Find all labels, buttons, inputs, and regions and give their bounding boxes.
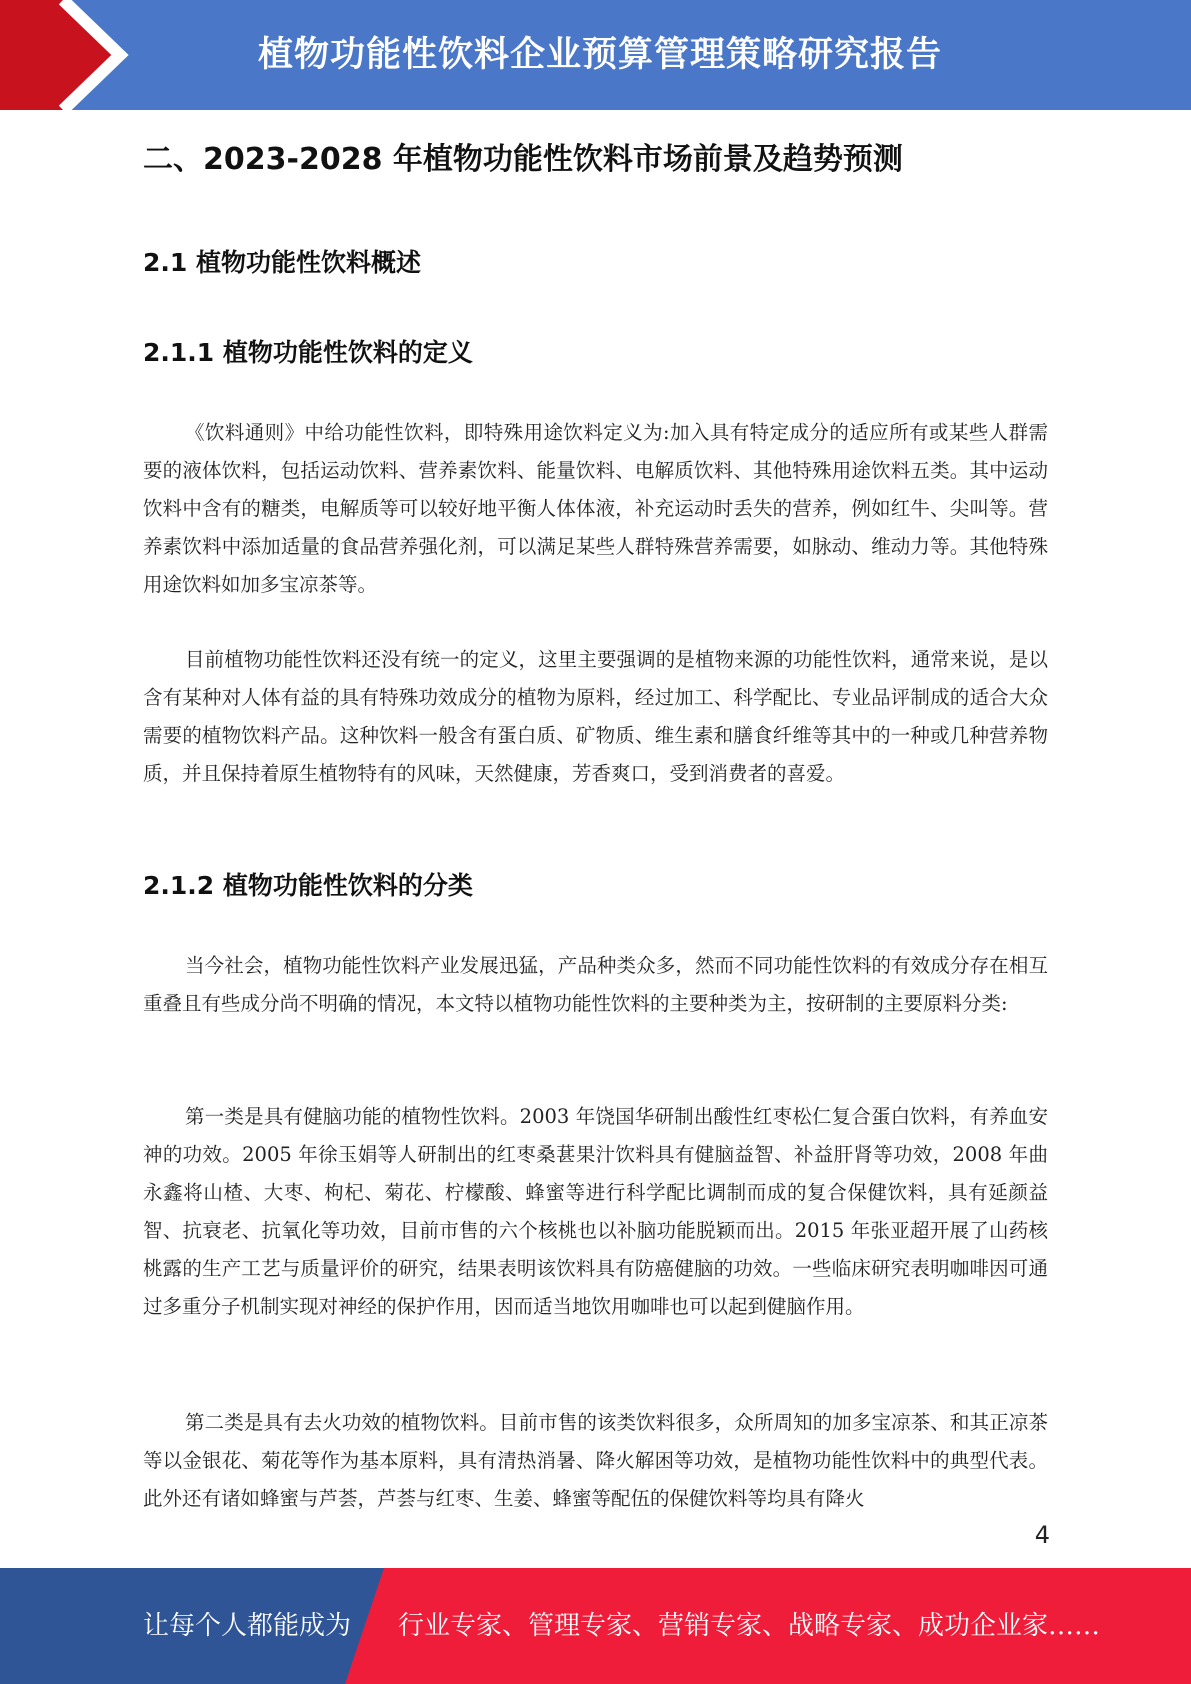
subsection-heading-2-1-1: 2.1.1 植物功能性饮料的定义 xyxy=(143,338,473,367)
footer-slogan-left: 让每个人都能成为 xyxy=(143,1611,352,1641)
footer-banner xyxy=(0,1568,1191,1684)
section-heading-2-1: 2.1 植物功能性饮料概述 xyxy=(143,248,421,277)
paragraph-definition-1: 《饮料通则》中给功能性饮料，即特殊用途饮料定义为:加入具有特定成分的适应所有或某些人群需要的液体饮料，包括运动饮料、营养素饮料、能量饮料、电解质饮料、其他特殊用途饮料五类。其中运动饮料中含有的糖类，电解质等可以较好地平衡人体体液，补充运动时丢失的营养，例如红牛、尖叫等。营养素饮料中添加适量的食品营养强化剂，可以满足某些人群特殊营养需要，如脉动、维动力等。其他特殊用途饮料如加多宝凉茶等。 xyxy=(143,421,1048,596)
page-number: 4 xyxy=(1034,1521,1050,1549)
paragraph-category-1: 第一类是具有健脑功能的植物性饮料。2003 年饶国华研制出酸性红枣松仁复合蛋白饮料，有养血安神的功效。2005 年徐玉娟等人研制出的红枣桑葚果汁饮料具有健脑益智、补益肝肾等功效，2008 年曲永鑫将山楂、大枣、枸杞、菊花、柠檬酸、蜂蜜等进行科学配比调制而成的复合保健饮料，具有延颜益智、抗衰老、抗氧化等功效，目前市售的六个核桃也以补脑功能脱颖而出。2015 年张亚超开展了山药核桃露的生产工艺与质量评价的研究，结果表明该饮料具有防癌健脑的功效。一些临床研究表明咖啡因可通过多重分子机制实现对神经的保护作用，因而适当地饮用咖啡也可以起到健脑作用。 xyxy=(143,1105,1048,1318)
paragraph-category-2: 第二类是具有去火功效的植物饮料。目前市售的该类饮料很多，众所周知的加多宝凉茶、和其正凉茶等以金银花、菊花等作为基本原料，具有清热消暑、降火解困等功效，是植物功能性饮料中的典型代表。此外还有诸如蜂蜜与芦荟，芦荟与红枣、生姜、蜂蜜等配伍的保健饮料等均具有降火 xyxy=(143,1411,1048,1510)
chapter-heading: 二、2023-2028 年植物功能性饮料市场前景及趋势预测 xyxy=(143,142,903,177)
paragraph-definition-2: 目前植物功能性饮料还没有统一的定义，这里主要强调的是植物来源的功能性饮料，通常来说，是以含有某种对人体有益的具有特殊功效成分的植物为原料，经过加工、科学配比、专业品评制成的适合大众需要的植物饮料产品。这种饮料一般含有蛋白质、矿物质、维生素和膳食纤维等其中的一种或几种营养物质，并且保持着原生植物特有的风味，天然健康，芳香爽口，受到消费者的喜爱。 xyxy=(143,648,1048,785)
subsection-heading-2-1-2: 2.1.2 植物功能性饮料的分类 xyxy=(143,871,473,900)
header-arrow-decoration xyxy=(0,0,160,110)
report-title: 植物功能性饮料企业预算管理策略研究报告 xyxy=(258,35,943,75)
footer-slogan-right: 行业专家、管理专家、营销专家、战略专家、成功企业家…… xyxy=(398,1611,1101,1641)
paragraph-classification-intro: 当今社会，植物功能性饮料产业发展迅猛，产品种类众多，然而不同功能性饮料的有效成分存在相互重叠且有些成分尚不明确的情况，本文特以植物功能性饮料的主要种类为主，按研制的主要原料分类: xyxy=(143,954,1048,1015)
header-banner xyxy=(0,0,1191,110)
